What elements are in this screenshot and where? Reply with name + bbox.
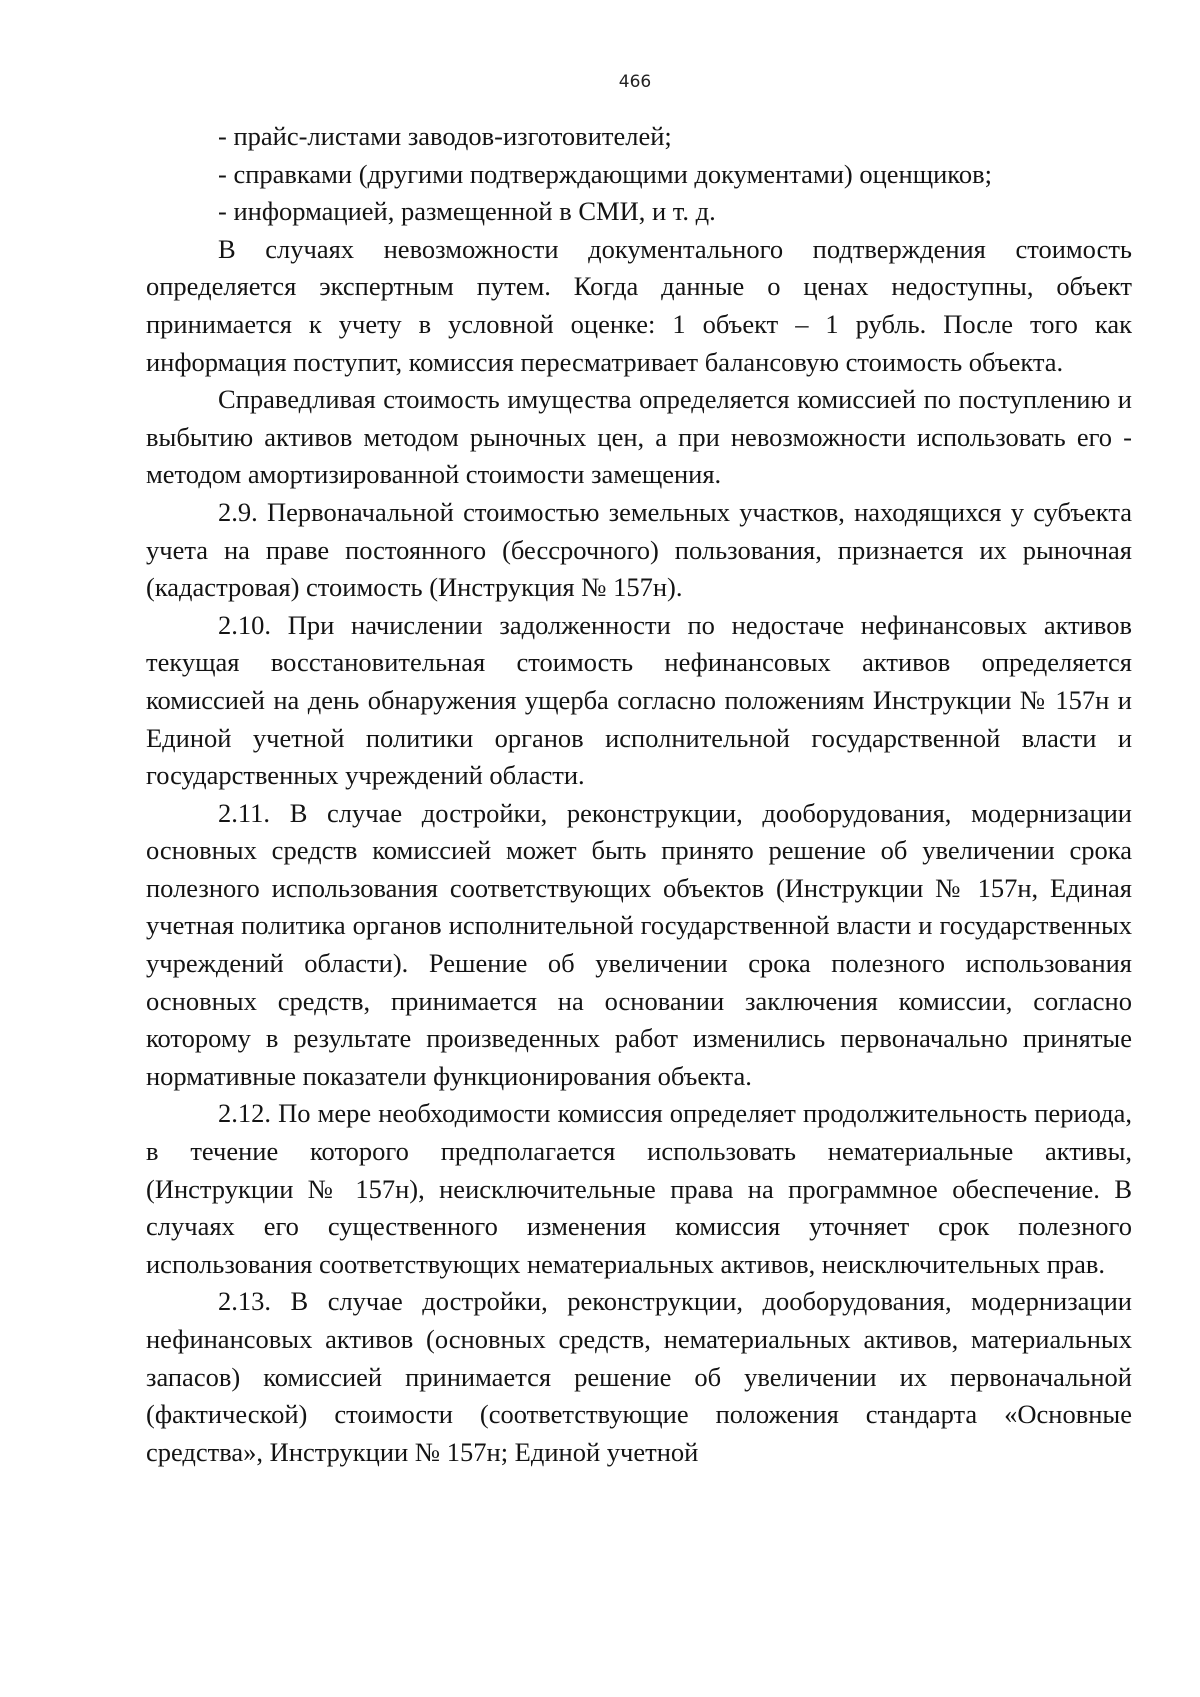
- list-item: - справками (другими подтверждающими документами) оценщиков;: [218, 158, 992, 189]
- list-item: - информацией, размещенной в СМИ, и т. д.: [218, 196, 716, 227]
- document-body: [146, 118, 1132, 1471]
- list-item: - прайс-листами заводов-изготовителей;: [218, 121, 672, 151]
- paragraph-2-13: 2.13. В случае достройки, реконструкции, дооборудования, модернизации нефинансовых активов (основных средств, нематериальных активов, материальных запасов) комиссией принимается решение об увеличении их первоначальной (фактической) стоимости (соответствующие положения стандарта «Основные средства», Инструкции № 157н; Единой учетной: [146, 1286, 1132, 1467]
- paragraph-fair-value: Справедливая стоимость имущества определяется комиссией по поступлению и выбытию активов методом рыночных цен, а при невозможности использовать его - методом амортизированной стоимости замещения.: [146, 384, 1132, 490]
- page-number: 466: [618, 72, 652, 92]
- paragraph-2-11: 2.11. В случае достройки, реконструкции, дооборудования, модернизации основных средств комиссией может быть принято решение об увеличении срока полезного использования соответствующих объектов (Инструкции № 157н, Единая учетная политика органов исполнительной государственной власти и государственных учреждений области). Решение об увеличении срока полезного использования основных средств, принимается на основании заключения комиссии, согласно которому в результате произведенных работ изменились первоначально принятые нормативные показатели функционирования объекта.: [146, 797, 1132, 1091]
- paragraph-2-9: 2.9. Первоначальной стоимостью земельных участков, находящихся у субъекта учета на праве постоянного (бессрочного) пользования, признается их рыночная (кадастровая) стоимость (Инструкция № 157н).: [146, 496, 1132, 603]
- paragraph-valuation-expert: В случаях невозможности документального подтверждения стоимость определяется экспертным путем. Когда данные о ценах недоступны, объект принимается к учету в условной оценке: 1 объект – 1 рубль. После того как информация поступит, комиссия пересматривает балансовую стоимость объекта.: [146, 233, 1132, 377]
- paragraph-2-10: 2.10. При начислении задолженности по недостаче нефинансовых активов текущая восстановительная стоимость нефинансовых активов определяется комиссией на день обнаружения ущерба согласно положениям Инструкции № 157н и Единой учетной политики органов исполнительной государственной власти и государственных учреждений области.: [146, 609, 1132, 791]
- paragraph-2-12: 2.12. По мере необходимости комиссия определяет продолжительность периода, в течение которого предполагается использовать нематериальные активы, (Инструкции № 157н), неисключительные права на программное обеспечение. В случаях его существенного изменения комиссия уточняет срок полезного использования соответствующих нематериальных активов, неисключительных прав.: [146, 1098, 1132, 1279]
